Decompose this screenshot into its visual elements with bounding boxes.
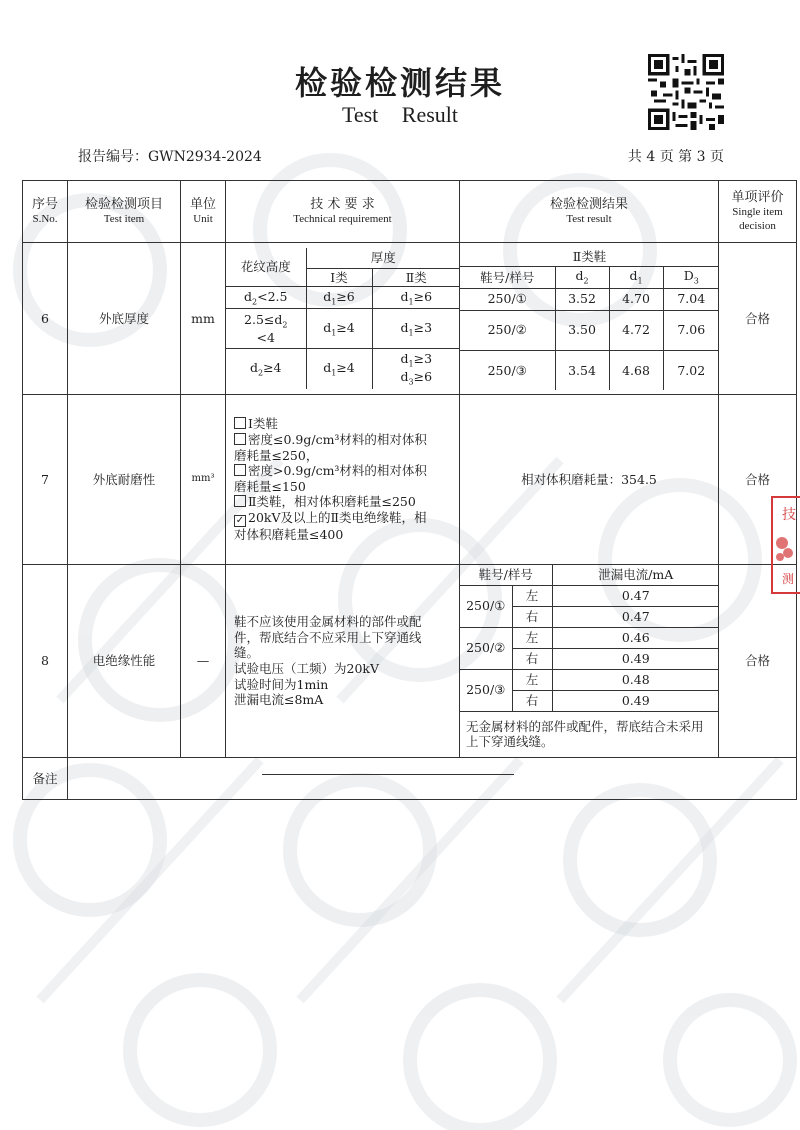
leak-value: 0.48 [552, 669, 719, 690]
page-title: 检验检测结果 [294, 64, 505, 102]
col-result-header: 检验检测结果 Test result [460, 181, 719, 243]
row7-sn: 7 [23, 395, 68, 565]
report-number-value: GWN2934-2024 [148, 149, 262, 165]
col-eval-header: 单项评价 Single item decision [719, 181, 797, 243]
leak-side: 左 [512, 627, 552, 648]
row8-decision: 合格 [719, 565, 797, 758]
checkbox-unchecked-icon [234, 495, 246, 507]
results-table [22, 180, 797, 800]
req-t2-2: $d_1\ge 3$ [372, 309, 460, 349]
page-subtitle: Test Result [341, 102, 459, 127]
row6-item: 外底厚度 [68, 243, 181, 395]
type2-header: Ⅱ类 [372, 268, 460, 287]
checkbox-unchecked-icon [234, 433, 246, 445]
leak-sample-header: 鞋号/样号 [460, 565, 552, 585]
pattern-height-header: 花纹高度 [226, 248, 306, 287]
result-row [460, 288, 719, 310]
row6-requirement [226, 243, 460, 395]
result-d3: 7.06 [663, 310, 719, 350]
d2-header: $d_2$ [555, 267, 609, 289]
remarks-row [23, 758, 797, 800]
stamp-text-top: 技 [782, 507, 796, 523]
report-number-label: 报告编号： [78, 149, 148, 165]
col-req-header: 技 术 要 求 Technical requirement [226, 181, 460, 243]
result-row [460, 350, 719, 390]
leak-sample: 250/③ [460, 669, 512, 711]
seal-stamp [768, 495, 800, 595]
checkbox-checked-icon: ✓ [235, 515, 245, 527]
result-sample: 250/① [460, 288, 555, 310]
d3-header: $D_3$ [663, 267, 719, 289]
leak-current-header: 泄漏电流/mA [552, 565, 719, 585]
leak-value: 0.49 [552, 648, 719, 669]
row8-requirement: 鞋不应该使用金属材料的部件或配 件，帮底结合不应采用上下穿通线 缝。 试验电压（工频）为20kV 试验时间为1min 泄漏电流≤8mA [226, 565, 460, 758]
req-t2-3: $d_1\ge 3$ $d_3\ge 6$ [372, 349, 460, 389]
page-info: 共 4 页 第 3 页 [627, 149, 724, 165]
leak-side: 右 [512, 606, 552, 627]
remarks-divider [262, 774, 514, 775]
d1-header: $d_1$ [609, 267, 663, 289]
checkbox-unchecked-icon [234, 464, 246, 476]
req-t2-1: $d_1\ge 6$ [372, 287, 460, 309]
req-height-2: $2.5\le d_2$ <4 [226, 309, 306, 349]
row8-item: 电绝缘性能 [68, 565, 181, 758]
leak-value: 0.47 [552, 606, 719, 627]
row7-unit: mm³ [181, 395, 226, 565]
result-d1: 4.68 [609, 350, 663, 390]
leak-sample: 250/① [460, 585, 512, 627]
row6-result [460, 243, 719, 395]
leak-value: 0.47 [552, 585, 719, 606]
row7-decision: 合格 [719, 395, 797, 565]
table-header-row [23, 181, 797, 243]
row8-result [460, 565, 719, 758]
req-t1-1: $d_1\ge 6$ [306, 287, 372, 309]
result-d3: 7.04 [663, 288, 719, 310]
result-d2: 3.52 [555, 288, 609, 310]
leak-side: 右 [512, 648, 552, 669]
result-d2: 3.50 [555, 310, 609, 350]
table-row [23, 565, 797, 758]
result-d1: 4.70 [609, 288, 663, 310]
col-item-header: 检验检测项目 Test item [68, 181, 181, 243]
col-unit-header: 单位 Unit [181, 181, 226, 243]
req-t1-2: $d_1\ge 4$ [306, 309, 372, 349]
row6-sn: 6 [23, 243, 68, 395]
type1-header: Ⅰ类 [306, 268, 372, 287]
col-sn-header: 序号 S.No. [23, 181, 68, 243]
remarks-content [68, 758, 797, 800]
leak-value: 0.46 [552, 627, 719, 648]
thickness-header: 厚度 [306, 248, 460, 268]
leak-note: 无金属材料的部件或配件，帮底结合未采用上下穿通线缝。 [460, 711, 719, 757]
req-height-3: $d_2\ge 4$ [226, 349, 306, 389]
leak-value: 0.49 [552, 690, 719, 711]
shoe-type-header: Ⅱ类鞋 [460, 247, 719, 267]
result-d2: 3.54 [555, 350, 609, 390]
leak-side: 右 [512, 690, 552, 711]
table-row [23, 395, 797, 565]
result-sample: 250/③ [460, 350, 555, 390]
table-row [23, 243, 797, 395]
row8-unit: — [181, 565, 226, 758]
row6-unit: mm [181, 243, 226, 395]
row8-sn: 8 [23, 565, 68, 758]
report-number [78, 146, 262, 166]
req-height-1: $d_2<2.5$ [226, 287, 306, 309]
leak-side: 左 [512, 585, 552, 606]
sample-header: 鞋号/样号 [460, 267, 555, 289]
req-t1-3: $d_1\ge 4$ [306, 349, 372, 389]
result-row [460, 310, 719, 350]
result-sample: 250/② [460, 310, 555, 350]
row7-requirement: Ⅰ类鞋 密度≤0.9g/cm³材料的相对体积 磨耗量≤250， 密度>0.9g/cm³材料的相对体积 磨耗量≤150 Ⅱ类鞋，相对体积磨耗量≤250 ✓ 20kV及以上的Ⅱ类电绝缘鞋，相 对体积磨耗量≤400 [226, 395, 460, 565]
checkbox-unchecked-icon [234, 417, 246, 429]
leak-side: 左 [512, 669, 552, 690]
row6-req-table [226, 248, 460, 389]
row6-result-table [460, 247, 719, 391]
remarks-label: 备注 [23, 758, 68, 800]
row7-result: 相对体积磨耗量：354.5 [460, 395, 719, 565]
qr-code-icon [648, 54, 724, 130]
result-d3: 7.02 [663, 350, 719, 390]
result-d1: 4.72 [609, 310, 663, 350]
row8-result-table [460, 565, 719, 757]
stamp-text-bottom: 测 [782, 572, 795, 586]
row6-decision: 合格 [719, 243, 797, 395]
leak-sample: 250/② [460, 627, 512, 669]
row7-item: 外底耐磨性 [68, 395, 181, 565]
